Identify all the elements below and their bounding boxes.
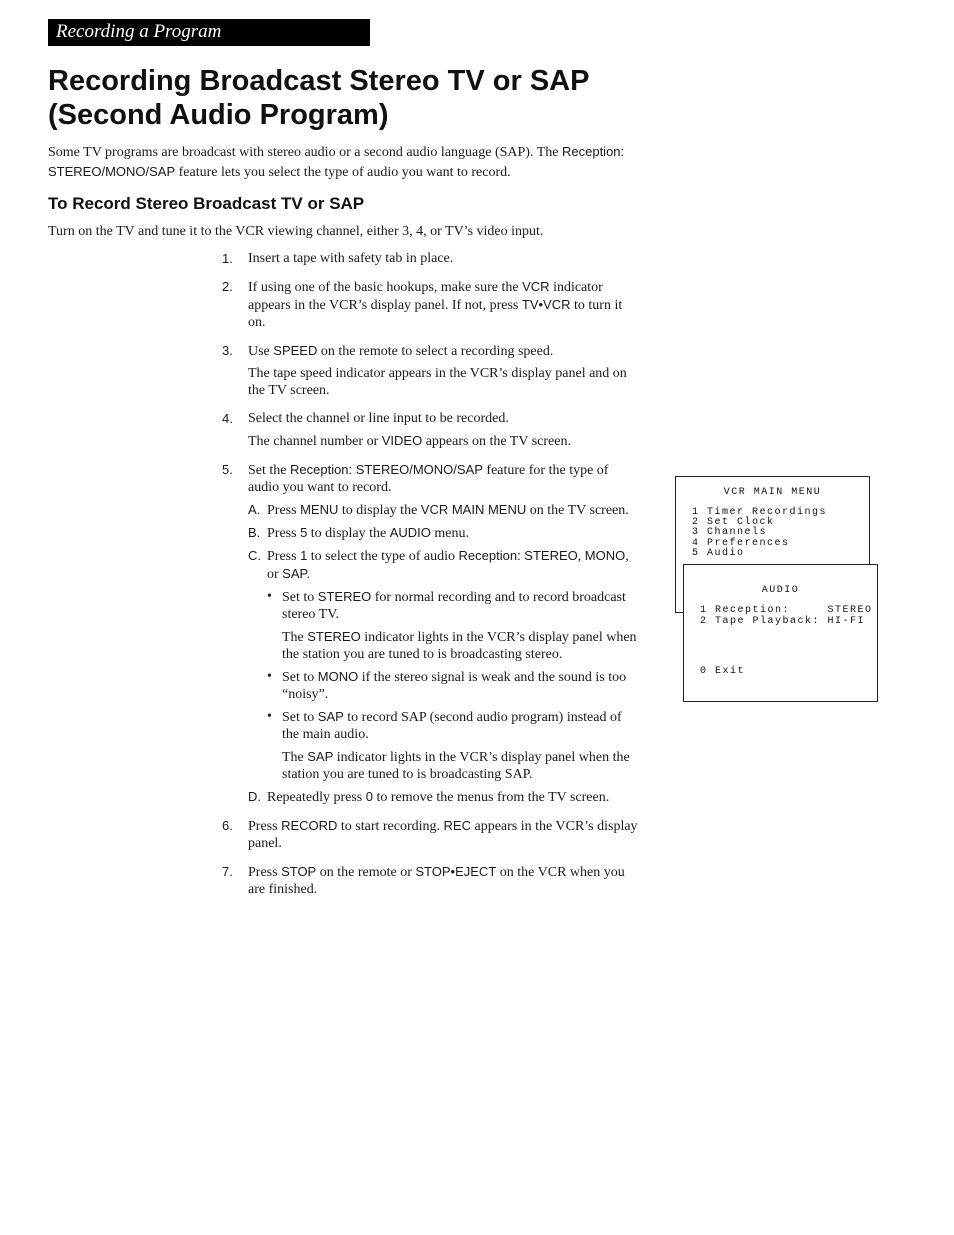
osd-title: VCR MAIN MENU	[723, 487, 822, 498]
note-text: The	[282, 630, 308, 645]
step-text: to turn it on.	[248, 298, 623, 330]
substep-text: on the TV screen.	[526, 503, 629, 518]
step-text: indicator appears in the VCR’s display panel. If not, press	[248, 280, 603, 313]
step-2	[222, 278, 642, 331]
step-number: 1.	[222, 251, 233, 266]
key-label: 0	[365, 789, 373, 804]
intro-text: Some TV programs are broadcast with stereo audio or a second audio language (SAP). The	[48, 145, 562, 160]
substep-text: Repeatedly press	[267, 790, 366, 805]
note-text: The	[282, 750, 308, 765]
step-text: Press	[248, 819, 282, 834]
step-text: on the remote or	[316, 865, 416, 880]
substep-text: Press	[267, 503, 301, 518]
intro-text-2: feature lets you select the type of audio you want to record.	[175, 165, 511, 180]
substep-text: to select the type of audio	[307, 549, 459, 564]
substep-text: to display the	[338, 503, 421, 518]
key-label: MENU	[300, 502, 339, 517]
step-note	[248, 432, 642, 450]
step-text: Press	[248, 865, 282, 880]
step-4	[222, 410, 642, 450]
key-label: VCR	[522, 279, 550, 294]
key-label: SAP	[282, 566, 307, 581]
step-5	[222, 461, 642, 806]
step-text: Insert a tape with safety tab in place.	[248, 251, 454, 266]
note-text: appears on the TV screen.	[422, 434, 571, 449]
key-label: SAP	[317, 709, 344, 724]
steps-list	[222, 250, 642, 909]
note-text: indicator lights in the VCR’s display panel when the station you are tuned to is broadcasting SAP.	[282, 750, 630, 782]
key-label: SAP	[307, 749, 334, 764]
substep-text: menu.	[430, 526, 470, 541]
bullet-note	[282, 628, 642, 663]
key-label: VIDEO	[381, 433, 423, 448]
step-1	[222, 250, 642, 267]
step-number: 7.	[222, 864, 233, 879]
step-number: 3.	[222, 343, 233, 358]
note-text: indicator lights in the VCR’s display panel when the station you are tuned to is broadcasting stereo.	[282, 630, 637, 662]
key-label: 5	[300, 525, 308, 540]
step-number: 4.	[222, 411, 233, 426]
substep-text: Press	[267, 549, 301, 564]
intro-paragraph	[48, 142, 648, 182]
osd-menu-item: 2 Set Clock	[692, 517, 775, 528]
key-label: SPEED	[273, 343, 318, 358]
intro-feature-term: Reception: STEREO/MONO/SAP	[48, 144, 625, 179]
osd-menu-item: 5 Audio	[692, 548, 745, 559]
substep-text: to display the	[307, 526, 390, 541]
step-note: The tape speed indicator appears in the VCR’s display panel and on the TV screen.	[248, 366, 627, 398]
note-text: The channel number or	[248, 434, 382, 449]
step-text: appears in the VCR’s display panel.	[248, 819, 638, 851]
osd-menu-item: 1 Timer Recordings	[692, 507, 828, 518]
step-text: on the remote to select a recording speed.	[317, 344, 554, 359]
key-label: VCR MAIN MENU	[420, 502, 527, 517]
bullet-text: Set to	[282, 670, 318, 685]
bullet-sap	[267, 708, 642, 783]
substep-text: to remove the menus from the TV screen.	[372, 790, 610, 805]
bullet-text: Set to	[282, 710, 318, 725]
key-label: 1	[300, 548, 308, 563]
bullet-text: if the stereo signal is weak and the sound is too “noisy”.	[282, 670, 627, 702]
substep-c	[248, 547, 642, 783]
step-text: Use	[248, 344, 274, 359]
substep-a	[248, 501, 642, 519]
substep-letter: A.	[248, 502, 261, 517]
key-label: RECORD	[281, 818, 338, 833]
substep-text: .	[306, 566, 311, 581]
step-text: If using one of the basic hookups, make sure the	[248, 280, 523, 295]
key-label: REC	[443, 818, 471, 833]
bullet-dot: •	[267, 589, 272, 604]
substep-d	[248, 788, 642, 806]
key-label: TV•VCR	[521, 297, 571, 312]
subheading: To Record Stereo Broadcast TV or SAP	[48, 194, 365, 213]
substep-text: , or	[267, 549, 629, 582]
substep-letter: C.	[248, 548, 261, 563]
step-text: feature for the type of audio you want to record.	[248, 463, 609, 495]
step-number: 6.	[222, 818, 233, 833]
substep-letter: B.	[248, 525, 261, 540]
step-6	[222, 817, 642, 852]
key-label: MONO	[584, 548, 626, 563]
step-number: 5.	[222, 462, 233, 477]
osd-menu-item: 2 Tape Playback: HI-FI	[700, 616, 866, 627]
key-label: STOP•EJECT	[415, 864, 497, 879]
key-label: Reception: STEREO/MONO/SAP	[290, 462, 483, 477]
step-text: Set the	[248, 463, 290, 478]
osd-menu-item: 3 Channels	[692, 527, 768, 538]
substep-text: ,	[577, 549, 585, 564]
section-header-bar	[48, 19, 370, 46]
step-7	[222, 863, 642, 898]
substep-b	[248, 524, 642, 542]
substep-text: Press	[267, 526, 301, 541]
key-label: STOP	[281, 864, 317, 879]
bullet-dot: •	[267, 669, 272, 684]
step-3	[222, 342, 642, 399]
bullet-text: to record SAP (second audio program) instead of the main audio.	[282, 710, 622, 742]
turn-on-paragraph: Turn on the TV and tune it to the VCR viewing channel, either 3, 4, or TV’s video input.	[48, 224, 544, 239]
step-text: Select the channel or line input to be recorded.	[248, 411, 509, 426]
step-text: to start recording.	[337, 819, 444, 834]
substep-letter: D.	[248, 789, 261, 804]
bullet-text: for normal recording and to record broadcast stereo TV.	[282, 590, 626, 622]
osd-menu-item: 0 Exit	[700, 666, 746, 677]
osd-menu-item: 1 Reception: STEREO	[700, 605, 873, 616]
step-text: on the VCR when you are finished.	[248, 865, 625, 897]
key-label: STEREO	[317, 589, 372, 604]
key-label: STEREO	[307, 629, 361, 644]
osd-menu-item: 4 Preferences	[692, 538, 790, 549]
bullet-text: Set to	[282, 590, 318, 605]
section-header-text: Recording a Program	[56, 21, 222, 42]
audio-menu-screen	[683, 564, 878, 702]
bullet-note	[282, 748, 642, 783]
osd-title: AUDIO	[761, 585, 800, 596]
key-label: Reception: STEREO	[458, 548, 578, 563]
bullet-stereo	[267, 588, 642, 663]
step-number: 2.	[222, 279, 233, 294]
bullet-dot: •	[267, 709, 272, 724]
bullet-mono	[267, 668, 642, 703]
key-label: AUDIO	[389, 525, 431, 540]
page-title: Recording Broadcast Stereo TV or SAP (Second Audio Program)	[48, 65, 589, 131]
key-label: MONO	[317, 669, 359, 684]
